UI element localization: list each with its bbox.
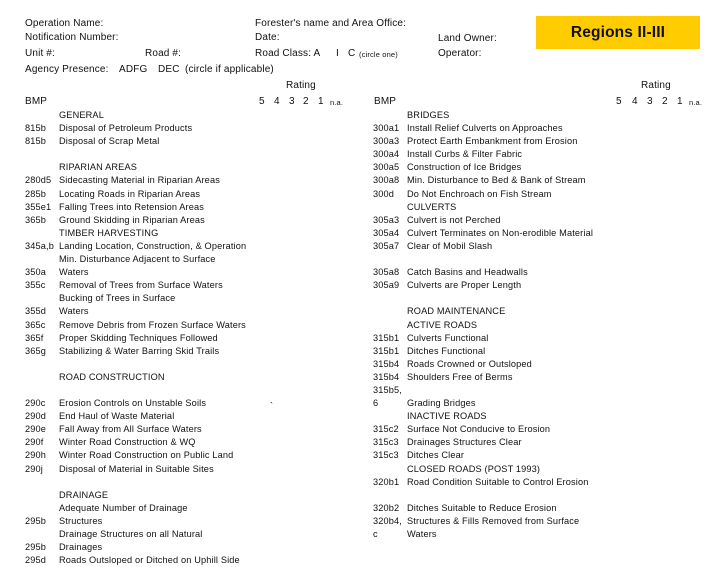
bmp-description: ROAD MAINTENANCE xyxy=(407,306,506,317)
bmp-description: Adequate Number of Drainage xyxy=(59,502,188,513)
bmp-description: Road Condition Suitable to Control Erosion xyxy=(407,476,589,487)
left-scale-1: 1 xyxy=(318,96,324,107)
bmp-description: Drainages xyxy=(59,542,103,553)
bmp-description: GENERAL xyxy=(59,110,104,120)
bmp-description: Falling Trees into Retension Areas xyxy=(59,201,205,212)
bmp-code: c xyxy=(373,529,378,539)
bmp-description: Disposal of Petroleum Products xyxy=(59,123,193,134)
bmp-code: 815b xyxy=(25,123,47,134)
bmp-description: Culverts are Proper Length xyxy=(407,280,522,291)
region-badge: Regions II-III xyxy=(536,16,700,49)
bmp-code: 305a7 xyxy=(373,240,400,251)
bmp-description: Min. Disturbance to Bed & Bank of Stream xyxy=(407,175,586,186)
bmp-code: 290f xyxy=(25,437,44,448)
bmp-description: INACTIVE ROADS xyxy=(407,411,487,422)
bmp-description: Landing Location, Construction, & Operation xyxy=(59,240,247,251)
bmp-description: Surface Not Conducive to Erosion xyxy=(407,424,551,435)
bmp-description: Winter Road Construction & WQ xyxy=(59,437,196,448)
bmp-description: Stabilizing & Water Barring Skid Trails xyxy=(59,345,220,356)
bmp-code: 315c3 xyxy=(373,450,399,461)
right-scale-5: 5 xyxy=(616,96,622,107)
bmp-code: 365f xyxy=(25,332,44,343)
right-bmp-label: BMP xyxy=(374,96,397,107)
left-scale-5: 5 xyxy=(259,96,265,107)
bmp-code: 320b4, xyxy=(373,515,403,526)
bmp-code: 300a4 xyxy=(373,149,400,160)
bmp-description: TIMBER HARVESTING xyxy=(59,227,159,238)
left-scale-4: 4 xyxy=(274,96,280,107)
bmp-description: Bucking of Trees in Surface xyxy=(59,293,176,304)
bmp-code: 6 xyxy=(373,398,379,409)
bmp-description: Ditches Clear xyxy=(407,450,465,461)
bmp-code: 305a8 xyxy=(373,267,400,278)
bmp-code: 315b1 xyxy=(373,332,400,343)
foresters-name-label: Forester's name and Area Office: xyxy=(255,18,407,29)
bmp-code: 355d xyxy=(25,306,47,317)
operator-label: Operator: xyxy=(438,48,482,59)
bmp-description: Roads Outsloped or Ditched on Uphill Side xyxy=(59,555,240,566)
bmp-description: Drainages Structures Clear xyxy=(407,437,522,448)
bmp-code: 315b4 xyxy=(373,358,400,369)
bmp-description: Culvert is not Perched xyxy=(407,214,501,225)
right-scale-2: 2 xyxy=(662,96,668,107)
bmp-description: Install Relief Culverts on Approaches xyxy=(407,123,563,134)
left-scale-2: 2 xyxy=(303,96,309,107)
bmp-code: 315b5, xyxy=(373,384,403,395)
bmp-code: 365g xyxy=(25,345,47,356)
bmp-code: 315c2 xyxy=(373,424,399,435)
right-scale-4: 4 xyxy=(632,96,638,107)
bmp-code: 355c xyxy=(25,280,46,291)
bmp-description: Winter Road Construction on Public Land xyxy=(59,450,234,461)
bmp-description: Fall Away from All Surface Waters xyxy=(59,424,202,435)
bmp-description: Roads Crowned or Outsloped xyxy=(407,358,532,369)
bmp-description: DRAINAGE xyxy=(59,489,109,500)
road-class-i: I xyxy=(336,48,339,59)
bmp-code: 300a8 xyxy=(373,175,400,186)
bmp-description: BRIDGES xyxy=(407,110,450,120)
bmp-description: Disposal of Scrap Metal xyxy=(59,136,160,147)
bmp-description: CULVERTS xyxy=(407,201,457,212)
bmp-description: Locating Roads in Riparian Areas xyxy=(59,188,201,199)
bmp-code: 295b xyxy=(25,542,47,553)
stray-tick-mark: ` xyxy=(270,401,274,411)
road-class-c: C xyxy=(348,48,356,59)
bmp-code: 320b1 xyxy=(373,476,400,487)
right-scale-na: n.a. xyxy=(689,98,703,107)
bmp-description: Do Not Enchroach on Fish Stream xyxy=(407,188,552,199)
bmp-description: Sidecasting Material in Riparian Areas xyxy=(59,175,220,186)
bmp-description: Drainage Structures on all Natural xyxy=(59,529,203,539)
dec-option: DEC xyxy=(158,64,180,75)
bmp-code: 305a9 xyxy=(373,280,400,291)
bmp-code: 290e xyxy=(25,424,47,435)
road-class-label: Road Class: A xyxy=(255,48,321,59)
agency-presence-label: Agency Presence: xyxy=(25,64,109,75)
bmp-code: 350a xyxy=(25,267,47,278)
bmp-description: Structures & Fills Removed from Surface xyxy=(407,515,580,526)
bmp-description: End Haul of Waste Material xyxy=(59,411,175,422)
bmp-description: Remove Debris from Frozen Surface Waters xyxy=(59,319,246,330)
bmp-description: Install Curbs & Filter Fabric xyxy=(407,149,523,160)
bmp-description: RIPARIAN AREAS xyxy=(59,162,138,173)
bmp-code: 290j xyxy=(25,463,43,474)
land-owner-label: Land Owner: xyxy=(438,33,497,44)
left-bmp-label: BMP xyxy=(25,96,48,107)
bmp-code: 365b xyxy=(25,214,47,225)
bmp-code: 300a1 xyxy=(373,123,400,134)
bmp-code: 315b1 xyxy=(373,345,400,356)
bmp-description: Shoulders Free of Berms xyxy=(407,371,513,382)
bmp-code: 365c xyxy=(25,319,46,330)
adfg-option: ADFG xyxy=(119,64,148,75)
right-scale-1: 1 xyxy=(677,96,683,107)
operation-name-label: Operation Name: xyxy=(25,18,104,29)
bmp-code: 290c xyxy=(25,398,46,409)
bmp-description: Culvert Terminates on Non-erodible Material xyxy=(407,227,594,238)
road-number-label: Road #: xyxy=(145,48,182,59)
bmp-code: 305a4 xyxy=(373,227,400,238)
bmp-code: 295b xyxy=(25,515,47,526)
bmp-code: 295d xyxy=(25,555,47,566)
bmp-description: Structures xyxy=(59,515,103,526)
bmp-description: Clear of Mobil Slash xyxy=(407,240,493,251)
left-scale-3: 3 xyxy=(289,96,295,107)
bmp-description: Protect Earth Embankment from Erosion xyxy=(407,136,578,147)
bmp-code: 315c3 xyxy=(373,437,399,448)
bmp-description: Grading Bridges xyxy=(407,398,476,409)
notification-number-label: Notification Number: xyxy=(25,32,119,43)
bmp-description: Catch Basins and Headwalls xyxy=(407,267,528,278)
bmp-description: CLOSED ROADS (POST 1993) xyxy=(407,463,541,474)
bmp-code: 285b xyxy=(25,188,47,199)
bmp-code: 280d5 xyxy=(25,175,52,186)
date-label: Date: xyxy=(255,32,280,43)
bmp-description: Disposal of Material in Suitable Sites xyxy=(59,463,214,474)
bmp-description: Proper Skidding Techniques Followed xyxy=(59,332,218,343)
bmp-code: 290d xyxy=(25,411,47,422)
bmp-description: Removal of Trees from Surface Waters xyxy=(59,280,223,291)
bmp-description: Construction of Ice Bridges xyxy=(407,162,522,173)
bmp-description: Waters xyxy=(59,267,89,278)
circle-one-note: (circle one) xyxy=(359,50,398,59)
bmp-code: 300a5 xyxy=(373,162,400,173)
bmp-description: Erosion Controls on Unstable Soils xyxy=(59,398,207,409)
bmp-description: Culverts Functional xyxy=(407,332,489,343)
bmp-description: Ground Skidding in Riparian Areas xyxy=(59,214,205,225)
bmp-code: 355e1 xyxy=(25,201,52,212)
bmp-description: Waters xyxy=(407,529,437,539)
right-rating-label: Rating xyxy=(641,80,671,91)
bmp-description: Ditches Suitable to Reduce Erosion xyxy=(407,502,557,513)
bmp-code: 345a,b xyxy=(25,240,55,251)
right-scale-3: 3 xyxy=(647,96,653,107)
left-scale-na: n.a. xyxy=(330,98,344,107)
bmp-code: 290h xyxy=(25,450,47,461)
bmp-description: Ditches Functional xyxy=(407,345,486,356)
bmp-code: 300d xyxy=(373,188,395,199)
left-rating-label: Rating xyxy=(286,80,316,91)
circle-if-applicable-note: (circle if applicable) xyxy=(185,64,274,75)
bmp-description: Waters xyxy=(59,306,89,317)
bmp-code: 315b4 xyxy=(373,371,400,382)
bmp-code: 815b xyxy=(25,136,47,147)
bmp-description: ACTIVE ROADS xyxy=(407,319,478,330)
bmp-code: 305a3 xyxy=(373,214,400,225)
unit-label: Unit #: xyxy=(25,48,55,59)
bmp-code: 320b2 xyxy=(373,502,400,513)
bmp-description: Min. Disturbance Adjacent to Surface xyxy=(59,254,216,265)
bmp-code: 300a3 xyxy=(373,136,400,147)
bmp-description: ROAD CONSTRUCTION xyxy=(59,371,165,382)
